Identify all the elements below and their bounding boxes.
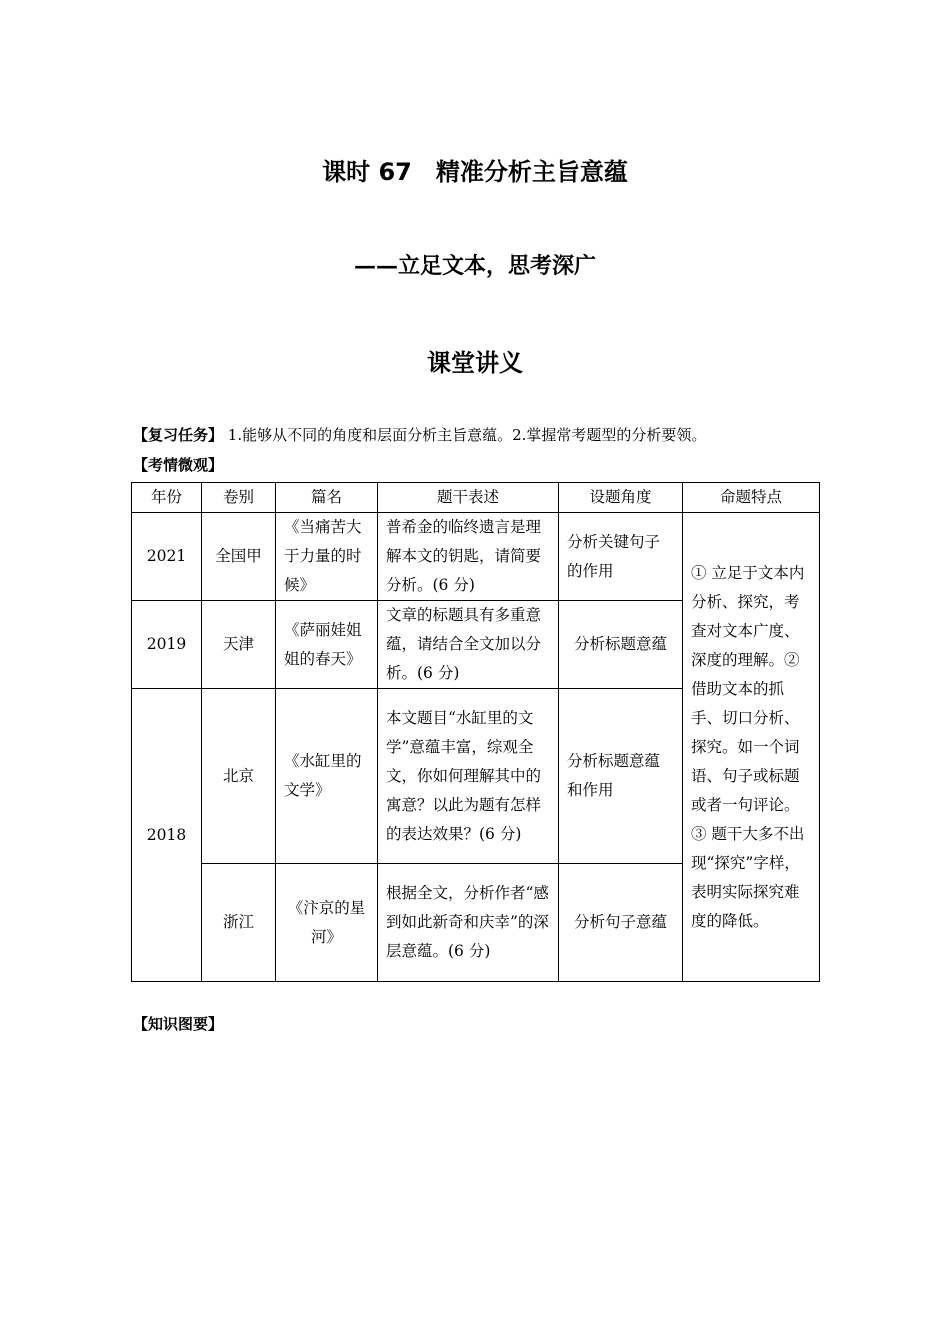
cell-paper: 全国甲 [202, 513, 276, 601]
section-heading: 课堂讲义 [427, 349, 523, 377]
lesson-subtitle: ——立足文本，思考深广 [353, 253, 596, 279]
cell-paper: 北京 [202, 689, 276, 864]
exam-trend-label: 【考情微观】 [133, 456, 224, 474]
knowledge-map-label: 【知识图要】 [133, 1015, 224, 1033]
header-question: 题干表述 [378, 483, 559, 513]
header-features: 命题特点 [683, 483, 820, 513]
cell-question: 普希金的临终遗言是理解本文的钥匙，请简要分析。(6 分) [378, 513, 559, 601]
cell-angle: 分析关键句子的作用 [559, 513, 683, 601]
review-task-line [133, 424, 706, 445]
table-row [132, 513, 820, 601]
cell-angle: 分析标题意蕴和作用 [559, 689, 683, 864]
review-task-text: 1.能够从不同的角度和层面分析主旨意蕴。2.掌握常考题型的分析要领。 [227, 426, 707, 444]
header-angle: 设题角度 [559, 483, 683, 513]
cell-question: 根据全文，分析作者“感到如此新奇和庆幸”的深层意蕴。(6 分) [378, 864, 559, 982]
cell-features: ① 立足于文本内分析、探究，考查对文本广度、深度的理解。② 借助文本的抓手、切口分析、探究。如一个词语、句子或标题或者一句评论。③ 题干大多不出现“探究”字样，表明实际探究难度的降低。 [683, 513, 820, 982]
cell-year: 2021 [132, 513, 202, 601]
exam-trend-table [131, 482, 820, 982]
cell-paper: 天津 [202, 601, 276, 689]
cell-title: 《萨丽娃姐姐的春天》 [276, 601, 378, 689]
cell-year: 2018 [132, 689, 202, 982]
cell-question: 文章的标题具有多重意蕴，请结合全文加以分析。(6 分) [378, 601, 559, 689]
exam-trend-line [133, 454, 223, 475]
header-year: 年份 [132, 483, 202, 513]
header-paper: 卷别 [202, 483, 276, 513]
table-header-row [132, 483, 820, 513]
review-task-label: 【复习任务】 [133, 426, 224, 444]
knowledge-map-line [133, 1013, 223, 1034]
cell-paper: 浙江 [202, 864, 276, 982]
header-title: 篇名 [276, 483, 378, 513]
cell-title: 《汴京的星河》 [276, 864, 378, 982]
cell-year: 2019 [132, 601, 202, 689]
cell-angle: 分析句子意蕴 [559, 864, 683, 982]
cell-question: 本文题目“水缸里的文学”意蕴丰富，综观全文，你如何理解其中的寓意？以此为题有怎样的表达效果？(6 分) [378, 689, 559, 864]
cell-title: 《当痛苦大于力量的时候》 [276, 513, 378, 601]
cell-title: 《水缸里的文学》 [276, 689, 378, 864]
cell-angle: 分析标题意蕴 [559, 601, 683, 689]
lesson-title: 课时 67 精准分析主旨意蕴 [322, 158, 628, 186]
